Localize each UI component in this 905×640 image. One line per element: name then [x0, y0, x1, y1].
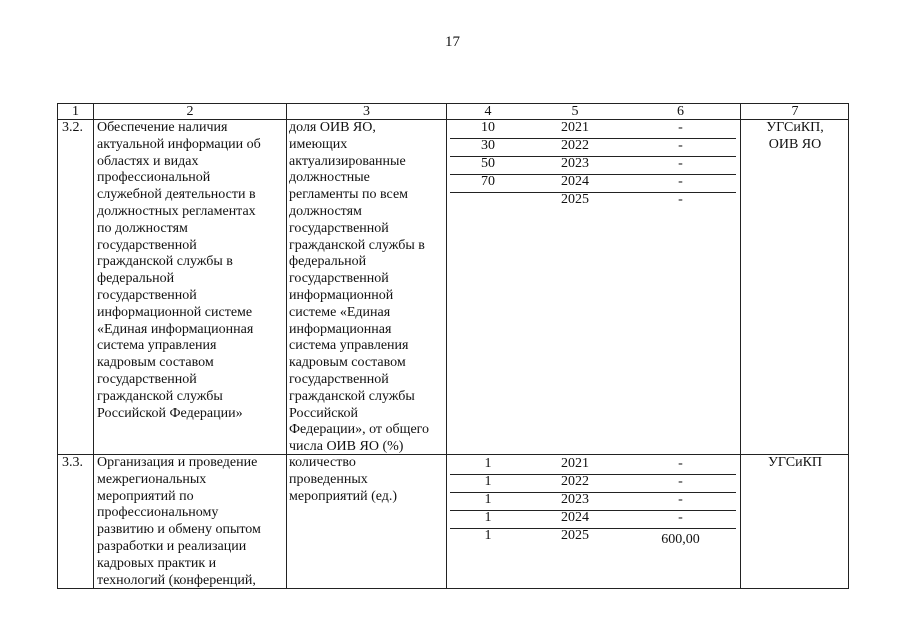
header-col-3: 3 — [363, 104, 370, 119]
target-year: 2024 — [561, 510, 589, 525]
funding-amount: - — [678, 120, 683, 135]
funding-amount: - — [678, 138, 683, 153]
target-value: 50 — [481, 156, 495, 171]
target-year: 2023 — [561, 492, 589, 507]
funding-amount: - — [678, 510, 683, 525]
header-col-7: 7 — [791, 104, 799, 119]
target-year: 2021 — [561, 120, 589, 135]
funding-amount: - — [678, 174, 683, 189]
responsible-executor: УГСиКП, ОИВ ЯО — [766, 120, 824, 152]
funding-amount: - — [678, 456, 683, 471]
target-value: 1 — [484, 528, 492, 543]
target-year: 2021 — [561, 456, 589, 471]
target-year: 2025 — [561, 192, 589, 207]
funding-amount: - — [678, 474, 683, 489]
page-number: 17 — [445, 34, 460, 50]
target-year: 2025 — [561, 528, 589, 543]
header-col-5: 5 — [571, 104, 579, 119]
target-year: 2024 — [561, 174, 589, 189]
measure-description: Обеспечение наличия актуальной информации об областях и видах профессиональной служебной деятельности в должностных регламентах по должностям государственной гражданской службы в федеральной государственной информационной системе «Единая информационная система управления кадровым составом государственной гражданской службы Российской Федерации» — [97, 120, 261, 421]
target-value: 70 — [481, 174, 495, 189]
measure-description: Организация и проведение межрегиональных мероприятий по профессиональному развитию и обмену опытом разработки и реализации кадровых практик и технологий (конференций, — [97, 455, 261, 588]
target-value: 10 — [481, 120, 495, 135]
row-number: 3.3. — [62, 455, 83, 470]
header-col-2: 2 — [186, 104, 194, 119]
row-number: 3.2. — [62, 120, 83, 135]
target-year: 2022 — [561, 138, 589, 153]
col-divider — [93, 104, 94, 588]
target-value: 1 — [484, 456, 492, 471]
target-year: 2022 — [561, 474, 589, 489]
header-col-6: 6 — [677, 104, 684, 119]
target-year: 2023 — [561, 156, 589, 171]
responsible-executor: УГСиКП — [767, 455, 823, 470]
header-col-4: 4 — [484, 104, 492, 119]
funding-amount: - — [678, 156, 683, 171]
funding-amount: - — [678, 492, 683, 507]
col-divider — [740, 104, 741, 588]
funding-amount: - — [678, 192, 683, 207]
target-value: 30 — [481, 138, 495, 153]
measures-table — [57, 103, 849, 589]
header-col-1: 1 — [72, 104, 79, 119]
target-value: 1 — [484, 474, 492, 489]
indicator-description: количество проведенных мероприятий (ед.) — [289, 455, 398, 504]
target-value: 1 — [484, 492, 492, 507]
indicator-description: доля ОИВ ЯО, имеющих актуализированные должностные регламенты по всем должностям государственной гражданской службы в федеральной государственной информационной системе «Единая информационная система управления кадровым составом государственной гражданской службы Российской Федерации», от общего числа ОИВ ЯО (%) — [289, 120, 430, 455]
target-value: 1 — [484, 510, 492, 525]
col-divider — [286, 104, 287, 588]
funding-amount: 600,00 — [661, 532, 700, 547]
